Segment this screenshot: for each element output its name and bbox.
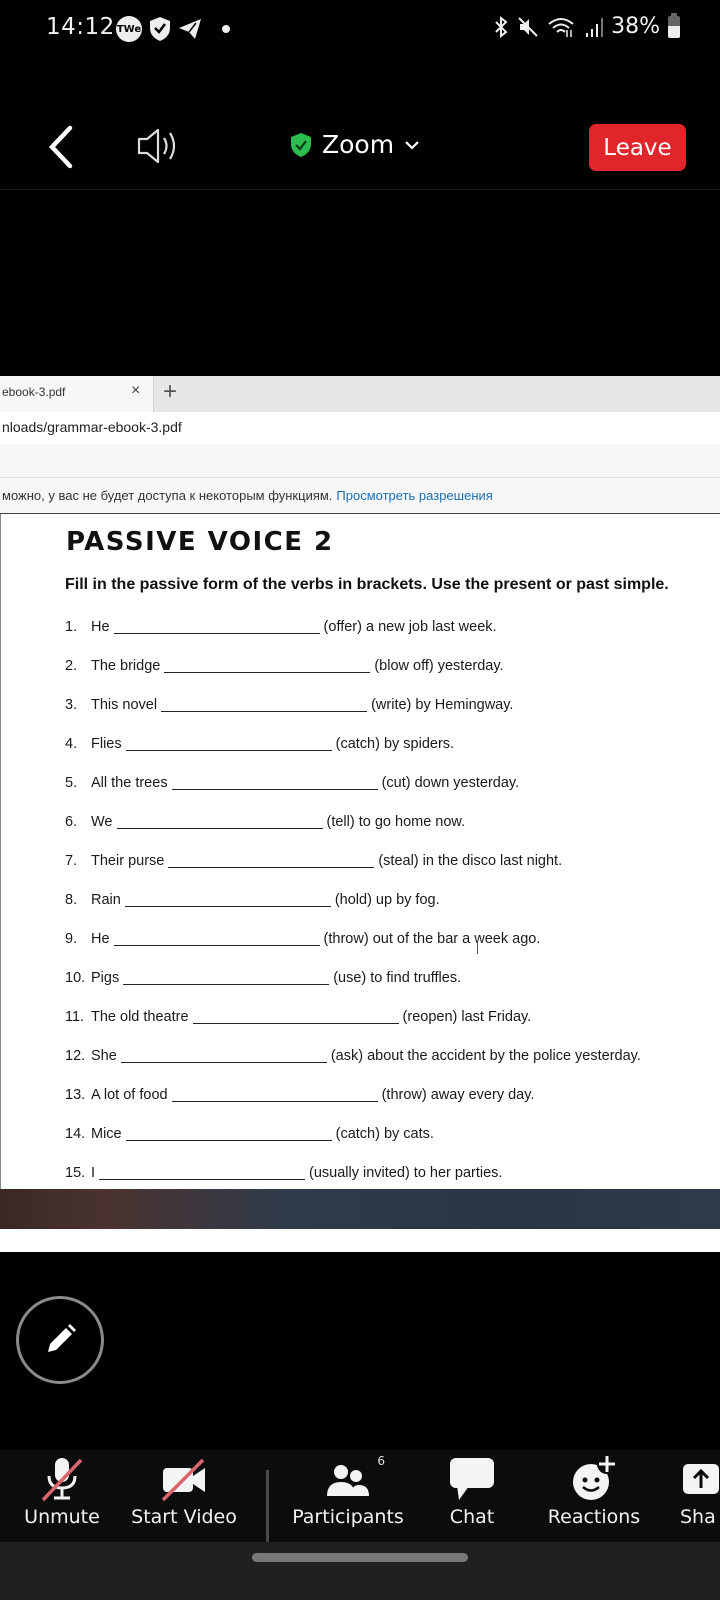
- exercise-number: 6.: [65, 814, 78, 830]
- exercise-rest: (ask) about the accident by the police yesterday.: [330, 1048, 641, 1064]
- unmute-label: Unmute: [24, 1506, 100, 1528]
- battery-icon: [668, 16, 680, 38]
- chevron-left-icon: [44, 124, 80, 170]
- exercise-item: [65, 892, 641, 931]
- leave-button[interactable]: Leave: [589, 124, 686, 171]
- exercise-subject: The old theatre: [91, 1009, 189, 1025]
- exercise-subject: Mice: [91, 1126, 122, 1142]
- exercise-subject: I: [91, 1165, 96, 1181]
- tele2-icon: TWe: [116, 16, 142, 42]
- unmute-button[interactable]: [22, 1450, 102, 1542]
- share-button[interactable]: [680, 1450, 720, 1542]
- meeting-title-dropdown[interactable]: [290, 130, 420, 159]
- exercise-item: [65, 931, 641, 970]
- share-label: Sha: [680, 1506, 716, 1528]
- answer-blank: [168, 853, 374, 868]
- exercise-rest: (throw) away every day.: [381, 1087, 535, 1103]
- exercise-item: [65, 1126, 641, 1165]
- exercise-number: 15.: [65, 1165, 86, 1181]
- exercise-rest: (reopen) last Friday.: [402, 1009, 532, 1025]
- exercise-number: 3.: [65, 697, 78, 713]
- annotate-button[interactable]: [16, 1296, 104, 1384]
- exercise-subject: He: [91, 619, 110, 635]
- video-off-icon: [159, 1454, 209, 1502]
- answer-blank: [172, 1087, 378, 1102]
- chat-label: Chat: [449, 1506, 495, 1528]
- answer-blank: [114, 619, 320, 634]
- pdf-page: [0, 514, 720, 1189]
- exercise-item: [65, 970, 641, 1009]
- exercise-rest: (throw) out of the bar a week ago.: [323, 931, 541, 947]
- exercise-number: 11.: [65, 1009, 85, 1025]
- bluetooth-icon: [493, 16, 509, 38]
- home-indicator[interactable]: [252, 1553, 468, 1562]
- chat-icon: [447, 1454, 497, 1502]
- reactions-icon: [569, 1454, 619, 1502]
- answer-blank: [164, 658, 370, 673]
- address-text: nloads/grammar-ebook-3.pdf: [2, 419, 182, 435]
- shared-screen: [0, 376, 720, 1252]
- speaker-icon: [136, 126, 182, 166]
- chevron-down-icon: [404, 139, 420, 151]
- exercise-item: [65, 1087, 641, 1126]
- exercise-number: 8.: [65, 892, 78, 908]
- exercise-number: 5.: [65, 775, 78, 791]
- share-icon: [680, 1454, 720, 1502]
- exercise-number: 4.: [65, 736, 78, 752]
- browser-tab[interactable]: [0, 376, 154, 412]
- exercise-item: [65, 619, 641, 658]
- exercise-rest: (cut) down yesterday.: [381, 775, 520, 791]
- exercise-subject: Their purse: [91, 853, 165, 869]
- exercise-rest: (catch) by spiders.: [335, 736, 455, 752]
- document-instruction: Fill in the passive form of the verbs in brackets. Use the present or past simple.: [65, 576, 669, 593]
- start-video-label: Start Video: [131, 1506, 237, 1528]
- toolbar-divider: [266, 1470, 269, 1550]
- participants-count: 6: [377, 1454, 385, 1468]
- exercise-item: [65, 814, 641, 853]
- tab-close-icon[interactable]: ×: [131, 382, 141, 399]
- exercise-item: [65, 658, 641, 697]
- exercise-item: [65, 853, 641, 892]
- exercise-rest: (catch) by cats.: [335, 1126, 434, 1142]
- reactions-button[interactable]: [538, 1450, 650, 1542]
- exercise-subject: We: [91, 814, 113, 830]
- exercise-subject: The bridge: [91, 658, 161, 674]
- status-left-icons: [116, 16, 230, 42]
- exercise-item: [65, 697, 641, 736]
- info-text: [2, 488, 493, 503]
- exercise-subject: All the trees: [91, 775, 168, 791]
- speaker-button[interactable]: [136, 126, 182, 166]
- exercise-number: 7.: [65, 853, 78, 869]
- answer-blank: [123, 970, 329, 985]
- meeting-title: Zoom: [322, 130, 395, 159]
- meeting-top-bar: [0, 110, 720, 190]
- back-button[interactable]: [44, 124, 80, 170]
- exercise-rest: (usually invited) to her parties.: [309, 1165, 503, 1181]
- notification-dot-icon: [222, 25, 230, 33]
- new-tab-icon[interactable]: +: [163, 378, 178, 405]
- address-bar[interactable]: [0, 412, 720, 444]
- exercise-rest: (blow off) yesterday.: [374, 658, 504, 674]
- exercise-rest: (tell) to go home now.: [326, 814, 466, 830]
- exercise-subject: He: [91, 931, 110, 947]
- exercise-item: [65, 775, 641, 814]
- vpn-shield-icon: [148, 16, 172, 42]
- reactions-label: Reactions: [547, 1506, 641, 1528]
- permissions-info-bar: [0, 478, 720, 514]
- mic-muted-icon: [37, 1454, 87, 1502]
- participants-label: Participants: [292, 1506, 404, 1528]
- status-time: 14:12: [46, 14, 115, 40]
- info-message: можно, у вас не будет доступа к некоторым функциям.: [2, 488, 333, 503]
- answer-blank: [117, 814, 323, 829]
- status-right-icons: [493, 14, 680, 39]
- participants-icon: [323, 1454, 385, 1502]
- battery-percent: 38%: [611, 14, 660, 39]
- wifi-icon: [547, 16, 577, 38]
- document-title: PASSIVE VOICE 2: [66, 527, 334, 557]
- exercise-item: [65, 1048, 641, 1087]
- chat-button[interactable]: [432, 1450, 512, 1542]
- exercise-subject: She: [91, 1048, 117, 1064]
- exercise-subject: Rain: [91, 892, 121, 908]
- exercise-number: 12.: [65, 1048, 86, 1064]
- signal-icon: [585, 16, 603, 38]
- answer-blank: [114, 931, 320, 946]
- exercise-subject: Flies: [91, 736, 122, 752]
- exercise-rest: (steal) in the disco last night.: [378, 853, 563, 869]
- pencil-icon: [40, 1320, 80, 1360]
- exercise-rest: (offer) a new job last week.: [323, 619, 497, 635]
- answer-blank: [161, 697, 367, 712]
- exercise-list: [65, 619, 641, 1204]
- exercise-subject: Pigs: [91, 970, 120, 986]
- telegram-icon: [178, 18, 202, 40]
- exercise-number: 10.: [65, 970, 86, 986]
- answer-blank: [172, 775, 378, 790]
- exercise-number: 9.: [65, 931, 78, 947]
- view-permissions-link[interactable]: Просмотреть разрешения: [336, 488, 493, 503]
- browser-tab-strip: [0, 376, 720, 412]
- exercise-rest: (write) by Hemingway.: [371, 697, 514, 713]
- answer-blank: [121, 1048, 327, 1063]
- status-bar: [0, 0, 720, 58]
- start-video-button[interactable]: [128, 1450, 240, 1542]
- exercise-number: 1.: [65, 619, 78, 635]
- answer-blank: [126, 736, 332, 751]
- mute-icon: [517, 16, 539, 38]
- exercise-number: 13.: [65, 1087, 86, 1103]
- answer-blank: [193, 1009, 399, 1024]
- exercise-item: [65, 1009, 641, 1048]
- answer-blank: [126, 1126, 332, 1141]
- participants-button[interactable]: [286, 1450, 410, 1542]
- exercise-rest: (hold) up by fog.: [334, 892, 440, 908]
- text-cursor-icon: [477, 941, 483, 954]
- exercise-rest: (use) to find truffles.: [333, 970, 462, 986]
- encrypted-shield-icon: [290, 132, 312, 158]
- system-nav-area: [0, 1542, 720, 1600]
- exercise-number: 14.: [65, 1126, 86, 1142]
- video-thumbnail-strip: [0, 1189, 720, 1229]
- exercise-item: [65, 736, 641, 775]
- answer-blank: [99, 1165, 305, 1180]
- meeting-toolbar: [0, 1450, 720, 1542]
- exercise-subject: This novel: [91, 697, 158, 713]
- exercise-subject: A lot of food: [91, 1087, 168, 1103]
- pdf-toolbar: [0, 444, 720, 478]
- exercise-number: 2.: [65, 658, 78, 674]
- answer-blank: [125, 892, 331, 907]
- tab-title: ebook-3.pdf: [2, 385, 66, 399]
